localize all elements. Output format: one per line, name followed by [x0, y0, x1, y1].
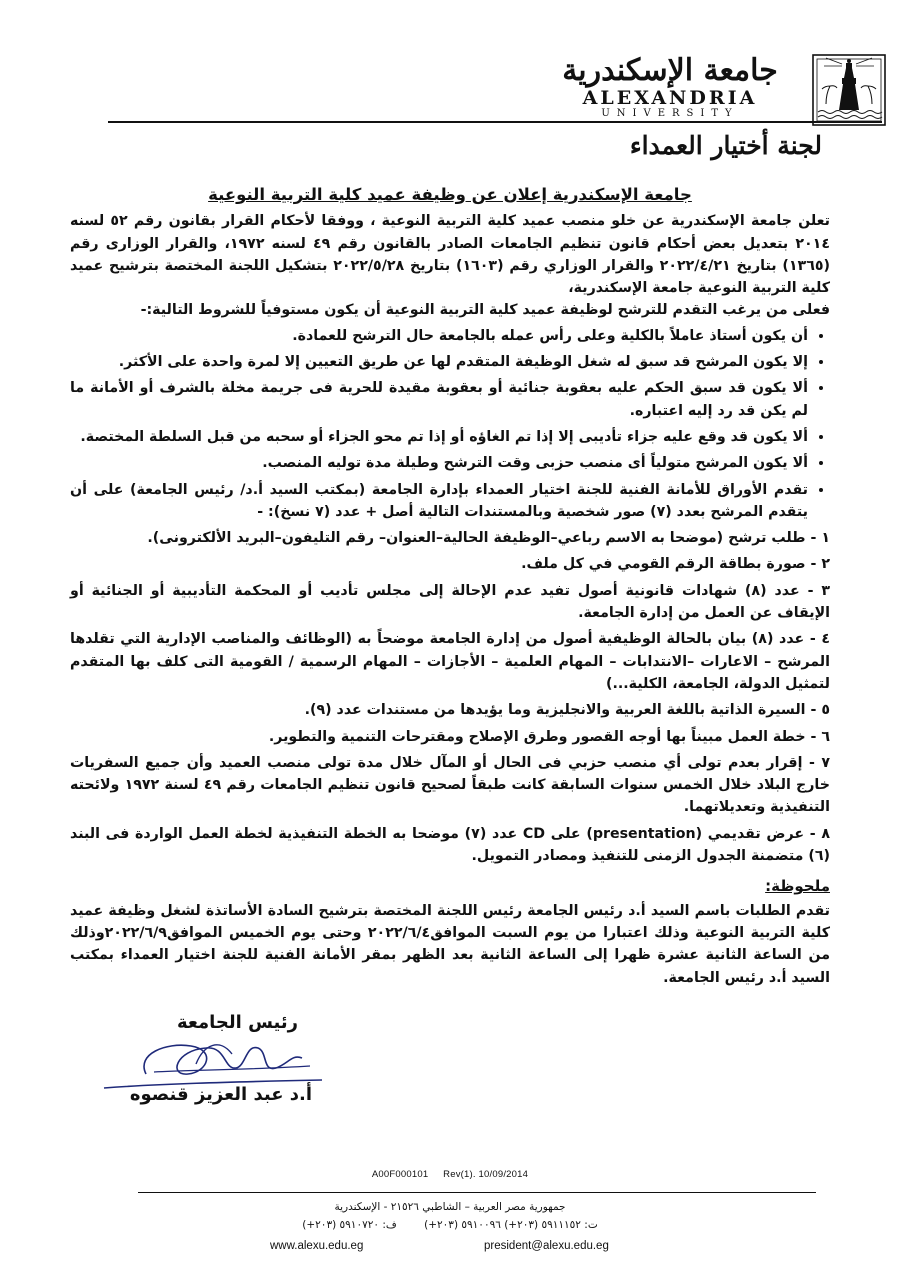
intro-paragraph: تعلن جامعة الإسكندرية عن خلو منصب عميد كلية التربية النوعية ، ووفقا لأحكام القرار بقانون رقم ٥٢ لسنه ٢٠١٤ بتعديل بعض أحكام قانون تنظيم الجامعات الصادر بالقانون رقم ٤٩ لسنه ١٩٧٢، والقرار الوزارى رقم (١٣٦٥) بتاريخ ٢٠٢٢/٤/٢١ والقرار الوزاري رقم (١٦٠٣) بتاريخ ٢٠٢٢/٥/٢٨ بتشكيل اللجنة المختصة بترشيح عميد كلية التربية النوعية جامعة الإسكندرية،	[70, 213, 831, 297]
condition-item: • ألا يكون قد وقع عليه جزاء تأديبى إلا إذا تم الغاؤه أو إذا تم محو الجزاء أو سحبه من قبل السلطة المختصة.	[70, 426, 808, 448]
email-link[interactable]: president@alexu.edu.eg	[484, 1240, 609, 1252]
condition-item: • ألا يكون قد سبق الحكم عليه بعقوبة جنائية أو بعقوبة مقيدة للحرية فى جريمة مخلة بالشرف أو الأمانة ما لم يكن قد رد إليه اعتباره.	[70, 377, 808, 422]
footer-divider	[138, 1192, 816, 1193]
announcement-body	[70, 184, 830, 989]
document-text: عدد (٨) شهادات قانونية أصول تفيد عدم الإحالة إلى مجلس تأديب أو المحكمة التأديبية أو الجنائية أو الإيقاف عن العمل من إدارة الجامعة.	[70, 582, 830, 622]
document-text: إقرار بعدم تولى أي منصب حزبي فى الحال أو المآل خلال مدة تولى منصب العميد وأن جميع السفريات خارج البلاد خلال الخمس سنوات السابقة كانت طبقاً لصحيح قانون تنظيم الجامعات رقم ٤٩ لسنة ١٩٧٢ ولائحته التنفيذية وتعديلاتهما.	[70, 754, 830, 816]
conditions-lead: فعلى من يرغب التقدم للترشح لوظيفة عميد كلية التربية النوعية أن يكون مستوفياً للشروط التالية:-	[140, 302, 830, 319]
footer-fax: ف: ٥٩١٠٧٢٠ (٢٠٣+)	[302, 1219, 397, 1231]
document-text: عدد (٨) بيان بالحالة الوظيفية أصول من إدارة الجامعة موضحاً به (الوظائف والمناصب الإدارية التي تقلدها المرشح – الاعارات –الانتدابات – المهام العلمية – الأجازات – المهام الرسمية / القومية التى كلف بها المتقدم لتمثيل الدولة، الجامعة، الكلية...)	[70, 631, 830, 692]
website-link[interactable]: www.alexu.edu.eg	[270, 1240, 364, 1252]
document-text: عرض تقديمي (presentation) على CD عدد (٧) موضحا به الخطة التنفيذية لخطة العمل الواردة فى البند (٦) متضمنة الجدول الزمنى للتنفيذ ومصادر التمويل.	[70, 825, 830, 865]
form-code: A00F000101	[371, 1169, 429, 1180]
university-logo	[536, 48, 886, 128]
document-number: ٦ -	[810, 728, 830, 745]
logo-arabic-name: جامعة الإسكندرية	[562, 53, 778, 88]
document-item	[70, 628, 830, 695]
document-number: ٤ -	[809, 631, 830, 648]
document-item	[70, 823, 830, 868]
lighthouse-emblem-icon	[812, 54, 886, 126]
document-number: ١ -	[810, 530, 830, 547]
document-number: ٨ -	[809, 825, 830, 842]
document-number: ٥ -	[810, 702, 830, 719]
document-item	[70, 580, 830, 625]
logo-wordmark	[540, 54, 800, 120]
footer-contacts	[0, 1219, 900, 1231]
footer-phone: ت: ٥٩١١١٥٢ (٢٠٣+) ٥٩١٠٠٩٦ (٢٠٣+)	[424, 1219, 598, 1231]
footer-address: جمهورية مصر العربية – الشاطبي ٢١٥٢٦ - الإسكندرية	[334, 1201, 566, 1213]
signatory-name: أ.د عبد العزيز قنصوه	[129, 1084, 312, 1105]
committee-name: لجنة أختيار العمداء	[629, 131, 822, 160]
logo-english-name: ALEXANDRIA	[582, 87, 758, 109]
document-text: السيرة الذاتية باللغة العربية والانجليزية وما يؤيدها من مستندات عدد (٩).	[304, 702, 806, 719]
condition-item: • ألا يكون المرشح متولياً أى منصب حزبى وقت الترشح وطيلة مدة توليه المنصب.	[70, 452, 808, 474]
header-divider	[108, 121, 882, 123]
document-item	[70, 553, 830, 575]
document-code	[0, 1169, 900, 1180]
logo-english-subname: UNIVERSITY	[601, 108, 739, 119]
required-documents-list	[70, 527, 830, 867]
announcement-title: جامعة الإسكندرية إعلان عن وظيفة عميد كلية التربية النوعية	[208, 185, 692, 204]
note-text: تقدم الطلبات باسم السيد أ.د رئيس الجامعة رئيس اللجنة المختصة بترشيح السادة الأساتذة لشغل وظيفة عميد كلية التربية النوعية وذلك اعتبارا من يوم السبت الموافق٢٠٢٢/٦/٤ وحتى يوم الخميس الموافق٢٠٢٢/٦/٩وذلك من الساعة الثانية عشرة ظهرا إلى الساعة الثانية بعد الظهر بمقر الأمانة الفنية للجنة اختيار العمداء بمكتب السيد أ.د رئيس الجامعة.	[70, 902, 830, 986]
document-text: خطة العمل مبيناً بها أوجه القصور وطرق الإصلاح ومقترحات التنمية والتطوير.	[268, 728, 806, 745]
signature-block	[96, 1008, 326, 1112]
document-number: ٢ -	[810, 556, 830, 573]
document-text: طلب ترشح (موضحا به الاسم رباعي–الوظيفة الحالية–العنوان– رقم التليفون–البريد الألكترونى).	[147, 530, 806, 547]
condition-item: • أن يكون أستاذ عاملاً بالكلية وعلى رأس عمله بالجامعة حال الترشح للعمادة.	[70, 325, 808, 347]
revision-label: Rev(1). 10/09/2014	[443, 1169, 529, 1180]
condition-item: • تقدم الأوراق للأمانة الفنية للجنة اختيار العمداء بإدارة الجامعة (بمكتب السيد أ.د/ رئيس الجامعة) على أن يتقدم المرشح بعدد (٧) صور شخصية وبالمستندات التالية أصل + عدد (٧ نسخ): -	[70, 479, 808, 524]
document-item	[70, 752, 830, 819]
document-item	[70, 527, 830, 549]
note-heading: ملحوظة:	[765, 877, 830, 896]
conditions-list	[70, 325, 830, 523]
document-number: ٧ -	[808, 754, 831, 771]
condition-item: • إلا يكون المرشح قد سبق له شغل الوظيفة المتقدم لها عن طريق التعيين إلا لمرة واحدة على الأكثر.	[70, 351, 808, 373]
document-number: ٣ -	[807, 582, 831, 599]
document-item	[70, 699, 830, 721]
signatory-title: رئيس الجامعة	[176, 1012, 298, 1033]
document-text: صورة بطاقة الرقم القومي في كل ملف.	[521, 556, 806, 573]
document-item	[70, 726, 830, 748]
